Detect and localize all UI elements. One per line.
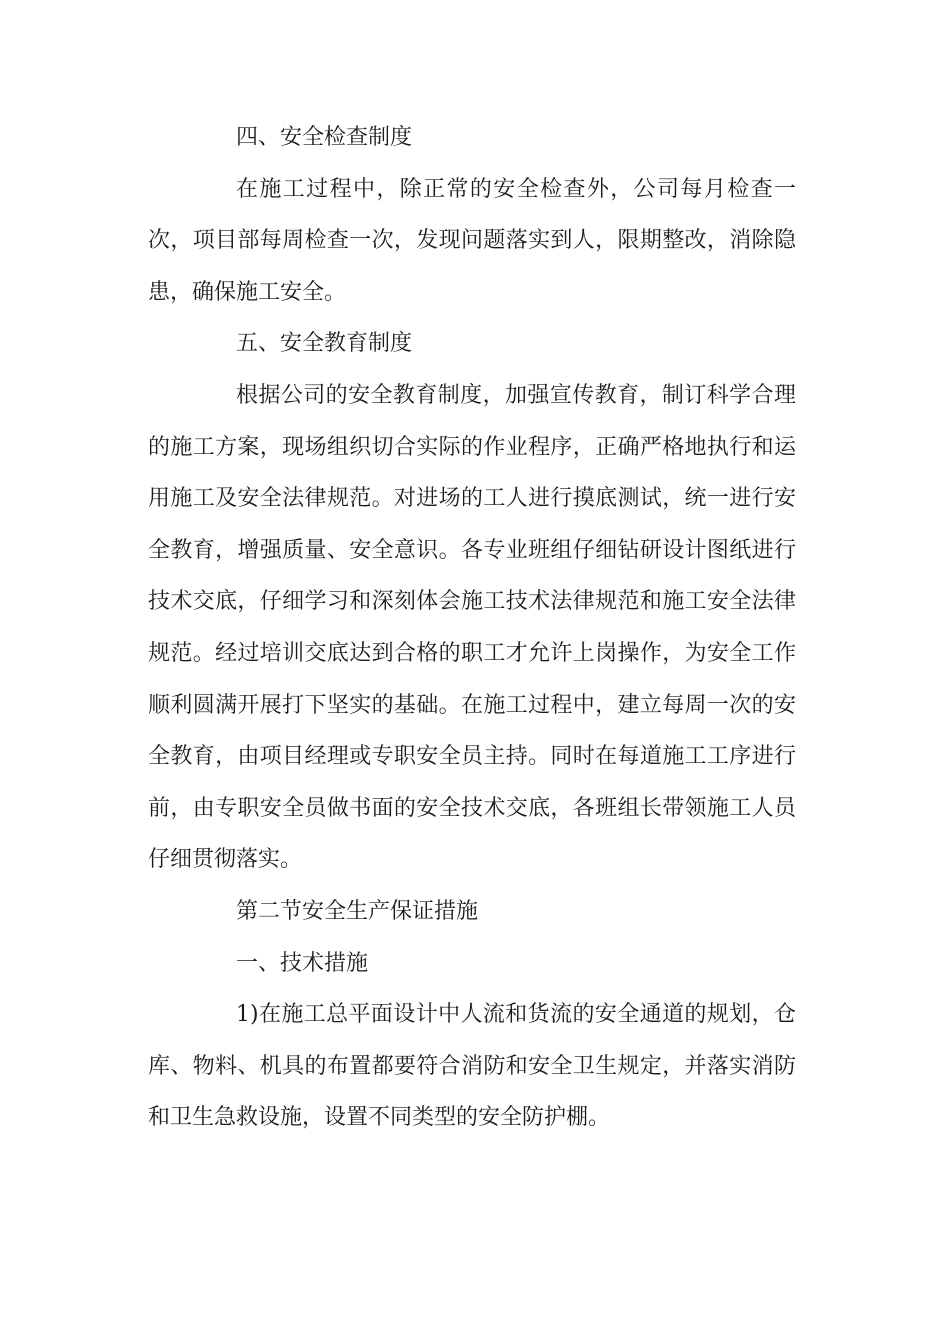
paragraph-line: 全教育，由项目经理或专职安全员主持。同时在每道施工工序进行 <box>148 744 796 770</box>
document-body <box>148 112 796 1144</box>
paragraph-line: 全教育，增强质量、安全意识。各专业班组仔细钻研设计图纸进行 <box>148 537 796 563</box>
paragraph-line: 技术交底，仔细学习和深刻体会施工技术法律规范和施工安全法律 <box>148 589 796 615</box>
paragraph-line: 的施工方案，现场组织切合实际的作业程序，正确严格地执行和运 <box>148 434 796 460</box>
paragraph-line: 1)在施工总平面设计中人流和货流的安全通道的规划，仓 <box>236 1002 796 1028</box>
paragraph-line: 前，由专职安全员做书面的安全技术交底，各班组长带领施工人员 <box>148 795 796 821</box>
subsection-heading-technical-measures: 一、技术措施 <box>236 950 369 976</box>
paragraph-line: 根据公司的安全教育制度，加强宣传教育，制订科学合理 <box>236 382 796 408</box>
section-heading-safety-inspection: 四、安全检查制度 <box>236 125 413 150</box>
section-heading-safety-education: 五、安全教育制度 <box>236 331 413 357</box>
paragraph-line: 患，确保施工安全。 <box>148 279 347 305</box>
section-heading-safety-measures: 第二节安全生产保证措施 <box>236 898 479 924</box>
paragraph-line: 在施工过程中，除正常的安全检查外，公司每月检查一 <box>236 176 796 202</box>
paragraph-line: 仔细贯彻落实。 <box>148 847 303 873</box>
paragraph-line: 规范。经过培训交底达到合格的职工才允许上岗操作，为安全工作 <box>148 640 796 666</box>
paragraph-line: 顺利圆满开展打下坚实的基础。在施工过程中，建立每周一次的安 <box>148 692 796 718</box>
paragraph-line: 次，项目部每周检查一次，发现问题落实到人，限期整改，消除隐 <box>148 228 796 254</box>
paragraph-line: 用施工及安全法律规范。对进场的工人进行摸底测试，统一进行安 <box>148 486 796 512</box>
paragraph-line: 库、物料、机具的布置都要符合消防和安全卫生规定，并落实消防 <box>148 1053 796 1079</box>
paragraph-line: 和卫生急救设施，设置不同类型的安全防护棚。 <box>148 1105 611 1131</box>
